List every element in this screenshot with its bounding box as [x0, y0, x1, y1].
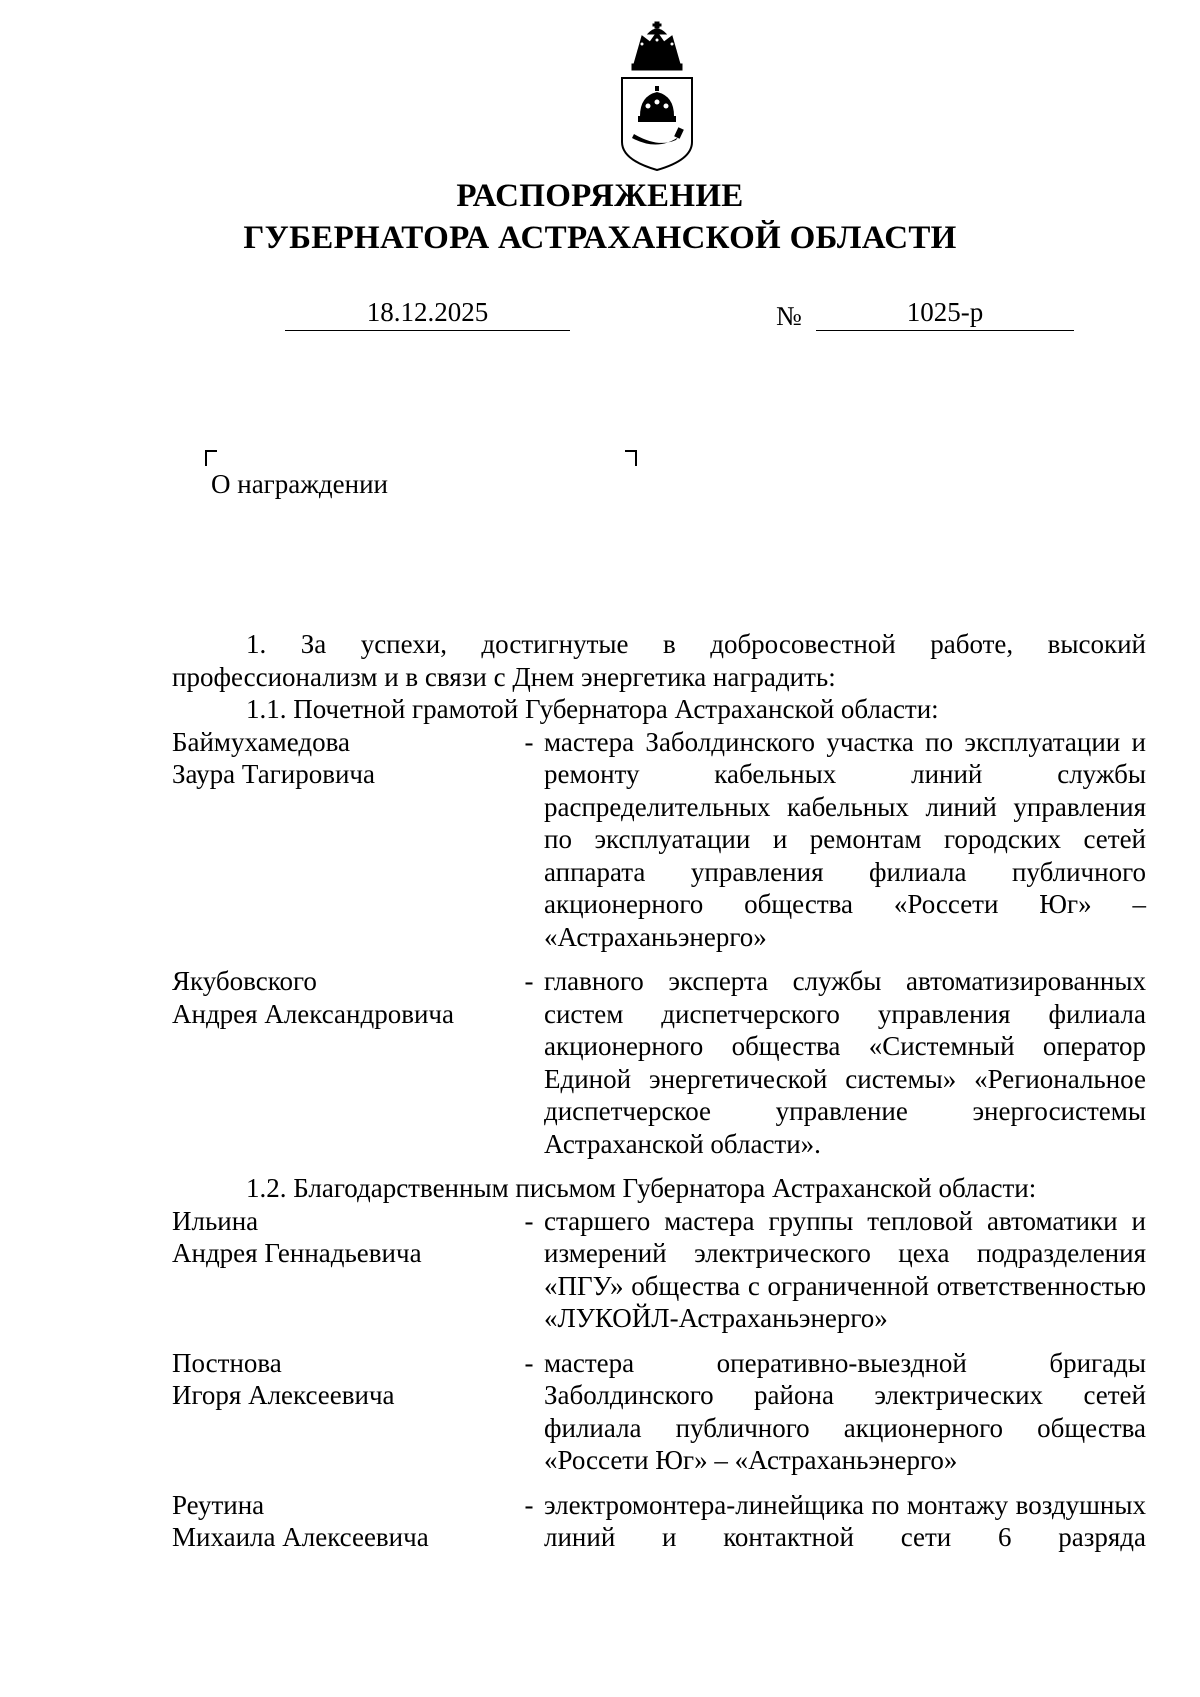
section-1-heading: 1.1. Почетной грамотой Губернатора Астраханской области:: [246, 694, 939, 724]
award-person: [172, 726, 510, 954]
person-given-name: Заура Тагировича: [172, 759, 375, 789]
intro-line-1: 1. За успехи, достигнутые в добросовестной работе, высокий: [246, 629, 1146, 659]
award-entry: [172, 1347, 1146, 1477]
award-dash: -: [524, 966, 534, 996]
award-entry: [172, 1489, 1146, 1554]
award-entry: [172, 965, 1146, 1160]
document-number: 1025-р: [906, 297, 984, 327]
award-dash: -: [524, 1489, 534, 1520]
document-body: [172, 628, 1146, 1554]
intro-paragraph: [172, 628, 1146, 693]
document-subject: О награждении: [211, 469, 388, 499]
section-2-heading: 1.2. Благодарственным письмом Губернатора Астраханской области:: [246, 1173, 1037, 1203]
person-given-name: Михаила Алексеевича: [172, 1522, 429, 1552]
award-entry: [172, 1205, 1146, 1335]
award-dash: -: [524, 1205, 534, 1236]
person-surname: Постнова: [172, 1347, 282, 1378]
award-description: старшего мастера группы тепловой автоматики и измерений электрического цеха подразделения «ПГУ» общества с ограниченной ответственностью «ЛУКОЙЛ-Астраханьэнерго»: [544, 1205, 1146, 1333]
person-surname: Баймухамедова: [172, 726, 350, 757]
person-given-name: Андрея Александровича: [172, 998, 454, 1029]
award-dash: -: [524, 726, 534, 757]
award-description: мастера оперативно-выездной бригады Заболдинского района электрических сетей филиала публичного акционерного общества «Россети Юг» – «Астраханьэнерго»: [544, 1347, 1146, 1475]
document-issuer: ГУБЕРНАТОРА АСТРАХАНСКОЙ ОБЛАСТИ: [243, 220, 957, 256]
award-description: электромонтера-линейщика по монтажу воздушных линий и контактной сети 6 разряда: [544, 1489, 1146, 1552]
intro-line-2: профессионализм и в связи с Днем энергетика наградить:: [172, 661, 836, 692]
person-surname: Ильина: [172, 1205, 259, 1236]
award-description: мастера Заболдинского участка по эксплуатации и ремонту кабельных линий службы распределительных кабельных линий управления по эксплуатации и ремонтам городских сетей аппарата управления филиала публичного акционерного общества «Россети Юг» – «Астраханьэнерго»: [544, 726, 1146, 952]
subject-corner-left: [205, 450, 217, 466]
document-title: РАСПОРЯЖЕНИЕ: [456, 178, 744, 214]
number-sign: №: [776, 301, 802, 331]
person-surname: Якубовского: [172, 966, 317, 996]
award-person: [172, 1347, 510, 1477]
award-entry: [172, 726, 1146, 954]
award-person: [172, 1205, 510, 1335]
award-description: главного эксперта службы автоматизированных систем диспетчерского управления филиала акционерного общества «Системный оператор Единой энергетической системы» «Региональное диспетчерское управление энергосистемы Астраханской области».: [544, 966, 1146, 1159]
person-given-name: Андрея Геннадьевича: [172, 1238, 422, 1268]
person-given-name: Игоря Алексеевича: [172, 1380, 395, 1410]
person-surname: Реутина: [172, 1489, 265, 1520]
award-person: [172, 1489, 510, 1554]
document-date: 18.12.2025: [366, 297, 489, 327]
award-person: [172, 965, 510, 1160]
award-dash: -: [524, 1347, 534, 1378]
subject-corner-right: [625, 450, 637, 466]
coat-of-arms-icon: [618, 20, 696, 172]
